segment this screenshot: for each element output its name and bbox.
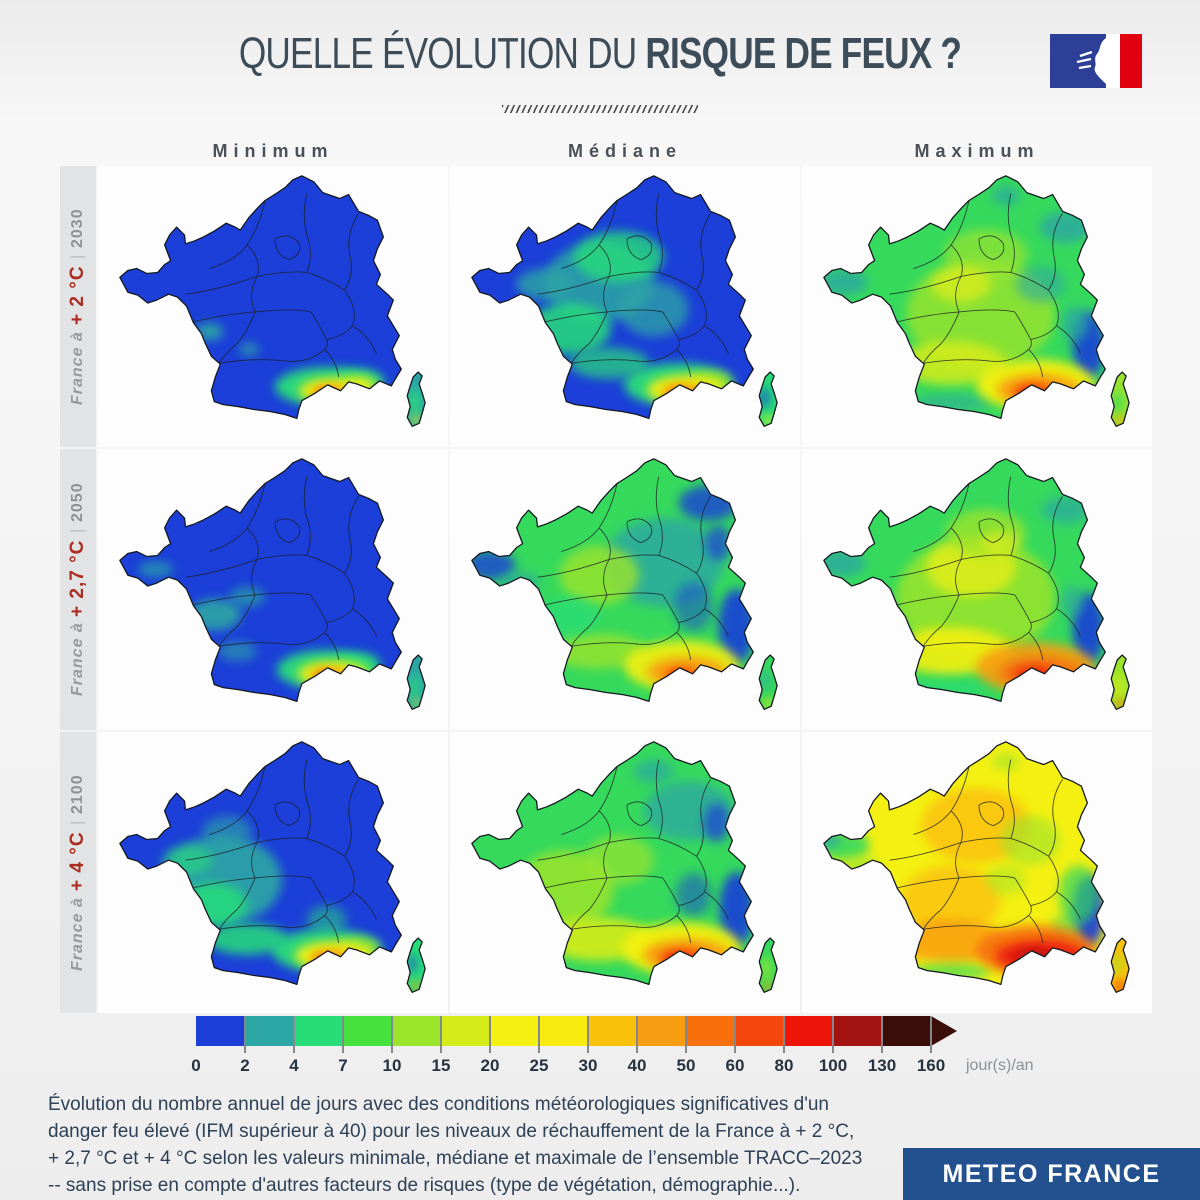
colorbar-segment — [882, 1016, 931, 1046]
colorbar-segment — [441, 1016, 490, 1046]
col-header-mediane: Médiane — [567, 140, 683, 161]
colorbar-tick — [685, 1016, 687, 1053]
colorbar-segment — [637, 1016, 686, 1046]
map-panel-maximum-2030 — [802, 166, 1152, 447]
col-header-maximum: Maximum — [914, 140, 1040, 161]
colorbar-tick — [881, 1016, 883, 1053]
hatched-divider — [502, 105, 698, 113]
colorbar-tick-label: 4 — [289, 1056, 299, 1075]
map-panel-mediane-2050 — [450, 449, 800, 730]
map-panel-minimum-2030 — [98, 166, 448, 447]
caption-line: danger feu élevé (IFM supérieur à 40) pour les niveaux de réchauffement de la France à + 2 °C, — [48, 1120, 855, 1142]
row-label-prefix: France à — [69, 622, 86, 697]
meteo-france-banner — [903, 1148, 1200, 1200]
map-panel-minimum-2050 — [98, 449, 448, 730]
colorbar-tick-label: 20 — [480, 1056, 500, 1075]
colorbar-tick-label: 130 — [867, 1056, 897, 1075]
map-panel-maximum-2100 — [802, 732, 1152, 1013]
colorbar-arrowhead — [931, 1016, 957, 1046]
colorbar-segment — [588, 1016, 637, 1046]
row-label-2030 — [60, 166, 96, 447]
small-multiples-grid — [60, 138, 1152, 1013]
colorbar-unit-label: jour(s)/an — [966, 1057, 1034, 1074]
colorbar-segments — [196, 1016, 931, 1046]
row-label-separator: | — [69, 528, 86, 534]
colorbar-tick — [391, 1016, 393, 1053]
colorbar-tick — [489, 1016, 491, 1053]
row-label-2050 — [60, 449, 96, 730]
page-title-bold: RISQUE DE FEUX ? — [645, 29, 962, 78]
colorbar-tick — [342, 1016, 344, 1053]
colorbar-segment — [539, 1016, 588, 1046]
colorbar-tick — [293, 1016, 295, 1053]
row-label-temp: + 2,7 °C — [67, 539, 88, 617]
colorbar-tick-label: 15 — [431, 1056, 451, 1075]
colorbar-segment — [245, 1016, 294, 1046]
french-government-logo — [1050, 34, 1142, 88]
colorbar-tick-label: 100 — [818, 1056, 848, 1075]
colorbar-tick — [538, 1016, 540, 1053]
colorbar-tick-label: 40 — [627, 1056, 647, 1075]
colorbar-tick-label: 25 — [529, 1056, 549, 1075]
colorbar-legend — [191, 1016, 1034, 1086]
page-title-light: QUELLE ÉVOLUTION DU — [238, 29, 637, 78]
meteo-france-wordmark: METEO FRANCE — [942, 1159, 1161, 1188]
colorbar-tick-label: 10 — [382, 1056, 402, 1075]
row-label-prefix: France à — [69, 330, 86, 405]
row-label-temp: + 4 °C — [67, 831, 88, 891]
colorbar-tick-label: 30 — [578, 1056, 598, 1075]
map-panel-maximum-2050 — [802, 449, 1152, 730]
colorbar-segment — [735, 1016, 784, 1046]
colorbar-tick — [587, 1016, 589, 1053]
caption-line: + 2,7 °C et + 4 °C selon les valeurs minimale, médiane et maximale de l’ensemble TRACC–2023 — [48, 1147, 863, 1169]
colorbar-tick-label: 50 — [676, 1056, 696, 1075]
colorbar-tick-label: 2 — [240, 1056, 250, 1075]
row-label-year: 2100 — [69, 774, 86, 815]
page-title — [120, 30, 1080, 78]
grid-corner-spacer — [60, 138, 96, 164]
row-label-2100 — [60, 732, 96, 1013]
colorbar-tick — [734, 1016, 736, 1053]
colorbar-tick — [244, 1016, 246, 1053]
colorbar-tick-label: 160 — [916, 1056, 946, 1075]
map-panel-mediane-2030 — [450, 166, 800, 447]
row-label-separator: | — [69, 820, 86, 826]
colorbar-segment — [196, 1016, 245, 1046]
colorbar-segment — [833, 1016, 882, 1046]
colorbar-tick-label: 80 — [774, 1056, 794, 1075]
row-label-temp: + 2 °C — [67, 265, 88, 325]
row-label-prefix: France à — [69, 896, 86, 971]
colorbar-tick-label: 7 — [338, 1056, 348, 1075]
row-label-year: 2050 — [69, 482, 86, 523]
figure-caption — [48, 1092, 948, 1200]
colorbar-tick-label: 0 — [191, 1056, 201, 1075]
flag-red-band — [1120, 34, 1142, 88]
map-panel-mediane-2100 — [450, 732, 800, 1013]
caption-line: Évolution du nombre annuel de jours avec des conditions météorologiques significatives d'un — [48, 1094, 829, 1115]
colorbar-segment — [343, 1016, 392, 1046]
row-label-separator: | — [69, 254, 86, 260]
flag-white-band — [1106, 34, 1120, 88]
col-header-minimum: Minimum — [212, 140, 334, 161]
colorbar-tick — [832, 1016, 834, 1053]
colorbar-segment — [294, 1016, 343, 1046]
colorbar-tick — [930, 1016, 932, 1053]
colorbar-tick — [440, 1016, 442, 1053]
row-label-year: 2030 — [69, 208, 86, 249]
page-header — [0, 30, 1200, 78]
colorbar-segment — [490, 1016, 539, 1046]
map-panel-minimum-2100 — [98, 732, 448, 1013]
colorbar-tick — [636, 1016, 638, 1053]
colorbar-segment — [686, 1016, 735, 1046]
colorbar-segment — [784, 1016, 833, 1046]
colorbar-tick — [783, 1016, 785, 1053]
caption-line: -- sans prise en compte d'autres facteurs de risques (type de végétation, démographie...). — [48, 1174, 801, 1196]
colorbar-segment — [392, 1016, 441, 1046]
colorbar-tick-label: 60 — [725, 1056, 745, 1075]
